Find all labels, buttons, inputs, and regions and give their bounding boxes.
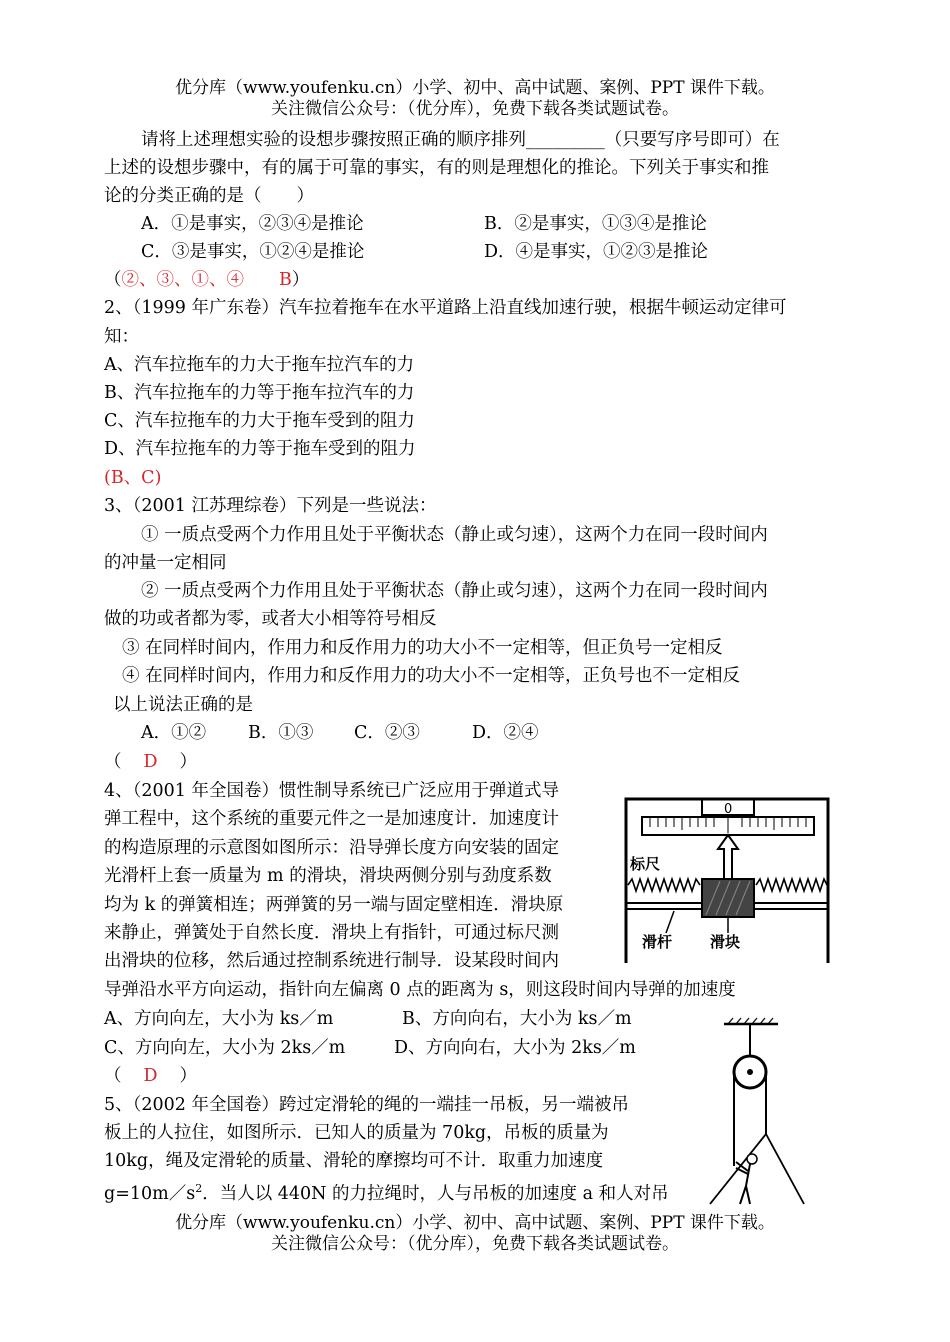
q1-intro-3: 论的分类正确的是（ ） (104, 186, 314, 206)
q2-option-c: C、汽车拉拖车的力大于拖车受到的阻力 (104, 411, 415, 431)
q1-intro-2: 上述的设想步骤中，有的属于可靠的事实，有的则是理想化的推论。下列关于事实和推 (104, 158, 769, 178)
q1-answer-line (104, 269, 309, 291)
q3-statement-2a: ② 一质点受两个力作用且处于平衡状态（静止或匀速），这两个力在同一段时间内 (141, 581, 768, 601)
q4-line-7: 出滑块的位移，然后通过控制系统进行制导．设某段时间内 (104, 951, 559, 971)
q5-line-4-pre: g=10m／s (104, 1183, 196, 1204)
q3-option-d: D．②④ (472, 723, 539, 743)
q3-ask: 以上说法正确的是 (113, 695, 253, 715)
q1-option-d: D．④是事实，①②③是推论 (484, 242, 709, 262)
q2-stem-1: 2、（1999 年广东卷）汽车拉着拖车在水平道路上沿直线加速行驶，根据牛顿运动定律可 (104, 298, 787, 318)
header-line-2: 关注微信公众号：（优分库），免费下载各类试题试卷。 (271, 99, 679, 119)
q3-answer-close: ） (179, 752, 198, 772)
q1-answer: ②、③、①、④ B (121, 270, 292, 290)
pointer-arrow (718, 835, 738, 879)
q3-answer: D (143, 752, 158, 772)
q1-intro-1: 请将上述理想实验的设想步骤按照正确的顺序排列_________（只要写序号即可）在 (141, 130, 780, 150)
q3-statement-1b: 的冲量一定相同 (104, 553, 227, 573)
q2-option-a: A、汽车拉拖车的力大于拖车拉汽车的力 (104, 355, 415, 375)
q4-line-1: 4、（2001 年全国卷）惯性制导系统已广泛应用于弹道式导 (104, 781, 559, 801)
q3-statement-1a: ① 一质点受两个力作用且处于平衡状态（静止或匀速），这两个力在同一段时间内 (141, 525, 768, 545)
q3-option-a: A．①② (141, 723, 207, 743)
q4-answer-line (104, 1065, 197, 1087)
q1-option-a: A．①是事实，②③④是推论 (141, 214, 364, 234)
q3-statement-4: ④ 在同样时间内，作用力和反作用力的功大小不一定相等，正负号也不一定相反 (122, 666, 741, 686)
accelerometer-figure (622, 795, 832, 965)
q2-answer: (B、C) (104, 468, 162, 488)
q1-answer-close: ） (291, 270, 310, 290)
q4-line-5: 均为 k 的弹簧相连；两弹簧的另一端与固定壁相连．滑块原 (104, 895, 564, 915)
q4-line-2: 弹工程中，这个系统的重要元件之一是加速度计．加速度计 (104, 809, 559, 829)
rod-label: 滑杆 (642, 933, 673, 951)
q5-line-3: 10kg，绳及定滑轮的质量、滑轮的摩擦均可不计．取重力加速度 (104, 1151, 604, 1171)
q5-line-1: 5、（2002 年全国卷）跨过定滑轮的绳的一端挂一吊板，另一端被吊 (104, 1095, 629, 1115)
footer-line-1: 优分库（www.youfenku.cn）小学、初中、高中试题、案例、PPT 课件下载。 (175, 1213, 775, 1233)
q3-stem: 3、（2001 江苏理综卷）下列是一些说法： (104, 496, 437, 516)
q4-option-d: D、方向向右，大小为 2ks／m (394, 1038, 636, 1058)
q2-option-b: B、汽车拉拖车的力等于拖车拉汽车的力 (104, 383, 415, 403)
q4-line-8: 导弹沿水平方向运动，指针向左偏离 0 点的距离为 s，则这段时间内导弹的加速度 (104, 980, 736, 1000)
board-string-right (766, 1134, 804, 1204)
q3-option-b: B．①③ (248, 723, 314, 743)
q3-statement-2b: 做的功或者都为零，或者大小相等符号相反 (104, 609, 437, 629)
pulley-figure (700, 1016, 810, 1208)
q3-answer-open: （ (104, 752, 122, 772)
right-spring (756, 879, 827, 891)
q4-line-6: 来静止，弹簧处于自然长度．滑块上有指针，可通过标尺测 (104, 923, 559, 943)
person-head (747, 1154, 757, 1164)
rod-leader-line (666, 911, 674, 933)
q1-answer-open: （ (104, 270, 122, 290)
q4-line-3: 的构造原理的示意图如图所示：沿导弹长度方向安装的固定 (104, 838, 559, 858)
q5-line-4 (104, 1178, 669, 1205)
q2-option-d: D、汽车拉拖车的力等于拖车受到的阻力 (104, 439, 416, 459)
q5-line-4-post: ．当人以 440N 的力拉绳时，人与吊板的加速度 a 和人对吊 (202, 1183, 669, 1204)
q5-line-2: 板上的人拉住，如图所示．已知人的质量为 70kg，吊板的质量为 (104, 1123, 609, 1143)
q3-statement-3: ③ 在同样时间内，作用力和反作用力的功大小不一定相等，但正负号一定相反 (122, 638, 723, 658)
q1-option-c: C．③是事实，①②④是推论 (141, 242, 365, 262)
q4-line-4: 光滑杆上套一质量为 m 的滑块，滑块两侧分别与劲度系数 (104, 866, 552, 886)
q4-option-b: B、方向向右，大小为 ks／m (402, 1009, 632, 1029)
q1-option-b: B．②是事实，①③④是推论 (484, 214, 707, 234)
q4-answer-open: （ (104, 1066, 122, 1086)
q4-option-a: A、方向向左，大小为 ks／m (104, 1009, 334, 1029)
q4-answer-close: ） (179, 1066, 198, 1086)
q5-exponent: 2 (195, 1182, 203, 1195)
zero-label: 0 (724, 802, 733, 817)
q4-option-c: C、方向向左，大小为 2ks／m (104, 1038, 346, 1058)
scale-label: 标尺 (630, 855, 661, 873)
q3-answer-line (104, 751, 197, 773)
left-spring (628, 879, 700, 891)
block-label: 滑块 (710, 933, 741, 951)
q2-stem-2: 知： (104, 327, 139, 347)
q4-answer: D (143, 1066, 158, 1086)
q3-option-c: C．②③ (354, 723, 420, 743)
footer-line-2: 关注微信公众号：（优分库），免费下载各类试题试卷。 (271, 1234, 679, 1254)
person-body (736, 1162, 750, 1204)
pulley-axle (747, 1069, 753, 1075)
header-line-1: 优分库（www.youfenku.cn）小学、初中、高中试题、案例、PPT 课件下载。 (175, 78, 775, 98)
